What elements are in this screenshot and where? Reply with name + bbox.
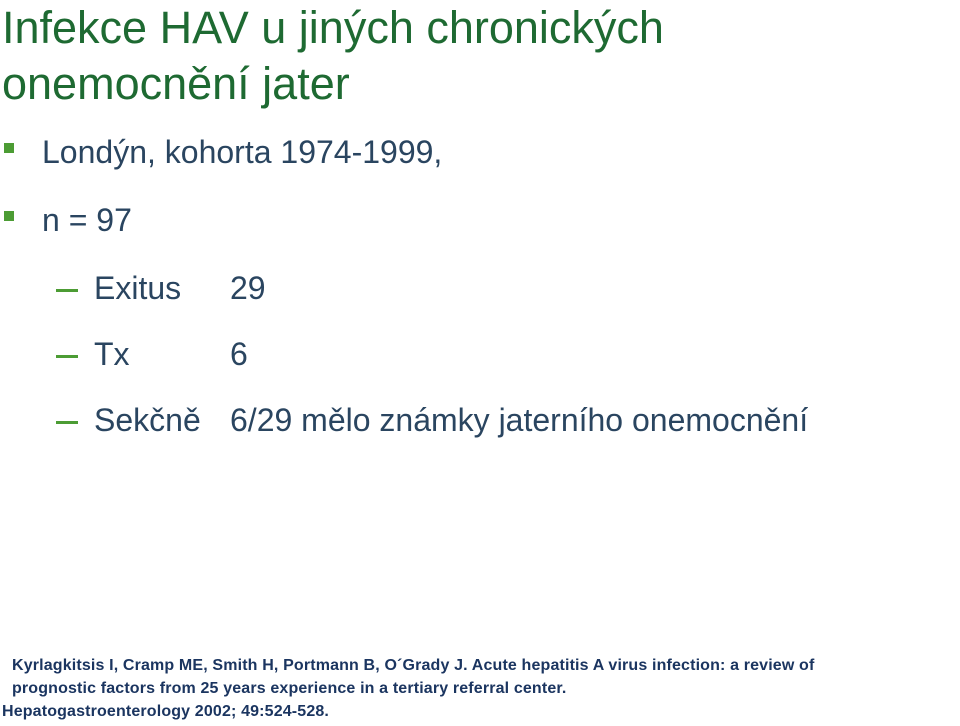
slide-title-line-1: Infekce HAV u jiných chronických <box>2 2 664 53</box>
sub-item-label: Tx <box>94 336 130 372</box>
square-bullet-icon <box>4 211 14 221</box>
citation-reference <box>2 654 958 723</box>
square-bullet-icon <box>4 143 14 153</box>
bullet-text-count: n = 97 <box>42 202 132 238</box>
dash-bullet-icon <box>56 421 78 424</box>
bullet-text-cohort: Londýn, kohorta 1974-1999, <box>42 134 443 170</box>
sub-item-label: Sekčně <box>94 402 201 438</box>
citation-line-3: Hepatogastroenterology 2002; 49:524-528. <box>2 703 330 720</box>
bullet-item-count <box>0 198 132 242</box>
sub-item-autopsy <box>56 398 808 442</box>
slide-title <box>2 0 942 112</box>
citation-line-1: Kyrlagkitsis I, Cramp ME, Smith H, Portmann B, O´Grady J. Acute hepatitis A virus infection: a review of <box>12 657 815 674</box>
slide-title-line-2: onemocnění jater <box>2 58 350 109</box>
sub-item-value: 6 <box>230 336 248 372</box>
sub-item-label: Exitus <box>94 270 182 306</box>
sub-item-value: 6/29 mělo známky jaterního onemocnění <box>230 402 809 438</box>
dash-bullet-icon <box>56 289 78 292</box>
sub-item-value: 29 <box>230 270 266 306</box>
sub-item-tx <box>56 332 248 376</box>
sub-item-exitus <box>56 266 266 310</box>
bullet-item-cohort <box>0 130 442 174</box>
citation-line-2: prognostic factors from 25 years experience in a tertiary referral center. <box>12 680 567 697</box>
dash-bullet-icon <box>56 355 78 358</box>
